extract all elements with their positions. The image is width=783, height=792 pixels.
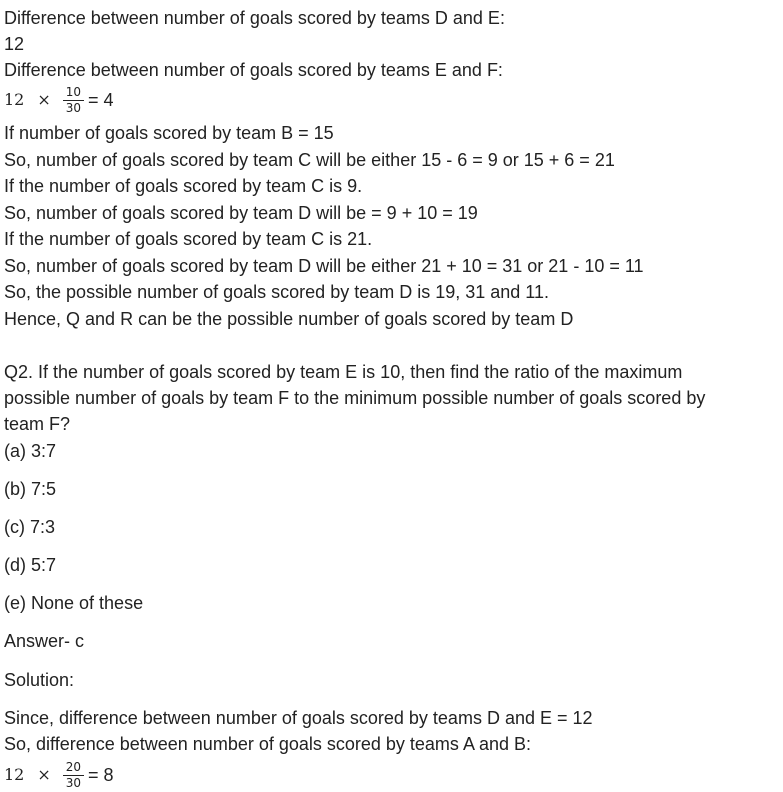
multiply-sign: × (37, 90, 51, 109)
text-line: 12 (4, 34, 25, 54)
option-a: (a) 3:7 (4, 441, 57, 461)
formula-base: 12 (4, 765, 25, 784)
solution-line: So, difference between number of goals scored by teams A and B: (4, 734, 531, 754)
formula-ef-difference (4, 84, 114, 116)
text-line: Hence, Q and R can be the possible number of goals scored by team D (4, 309, 574, 329)
fraction-denominator: 30 (65, 775, 82, 790)
text-line: So, number of goals scored by team C will be either 15 - 6 = 9 or 15 + 6 = 21 (4, 150, 615, 170)
formula-result: = 4 (88, 90, 114, 110)
text-line: Difference between number of goals scored by teams D and E: (4, 8, 505, 28)
question-text: team F? (4, 414, 71, 434)
question-text: Q2. If the number of goals scored by team E is 10, then find the ratio of the maximum (4, 362, 683, 382)
fraction (63, 761, 84, 790)
text-line: Difference between number of goals scored by teams E and F: (4, 60, 503, 80)
option-b: (b) 7:5 (4, 479, 57, 499)
answer-text: Answer- c (4, 631, 85, 651)
multiply-sign: × (37, 765, 51, 784)
fraction-numerator: 20 (63, 761, 84, 776)
formula-ab-difference (4, 759, 114, 791)
option-e: (e) None of these (4, 593, 144, 613)
text-line: If the number of goals scored by team C is 9. (4, 176, 363, 196)
text-line: If number of goals scored by team B = 15 (4, 123, 334, 143)
fraction (63, 86, 84, 115)
option-d: (d) 5:7 (4, 555, 57, 575)
text-line: So, the possible number of goals scored by team D is 19, 31 and 11. (4, 282, 549, 302)
text-line: So, number of goals scored by team D will be = 9 + 10 = 19 (4, 203, 478, 223)
formula-base: 12 (4, 90, 25, 109)
option-c: (c) 7:3 (4, 517, 56, 537)
text-line: If the number of goals scored by team C is 21. (4, 229, 373, 249)
formula-result: = 8 (88, 765, 114, 785)
solution-line: Since, difference between number of goals scored by teams D and E = 12 (4, 708, 593, 728)
question-text: possible number of goals by team F to the minimum possible number of goals scored by (4, 388, 706, 408)
fraction-denominator: 30 (65, 100, 82, 115)
solution-label: Solution: (4, 670, 75, 690)
text-line: So, number of goals scored by team D will be either 21 + 10 = 31 or 21 - 10 = 11 (4, 256, 644, 276)
fraction-numerator: 10 (63, 86, 84, 101)
